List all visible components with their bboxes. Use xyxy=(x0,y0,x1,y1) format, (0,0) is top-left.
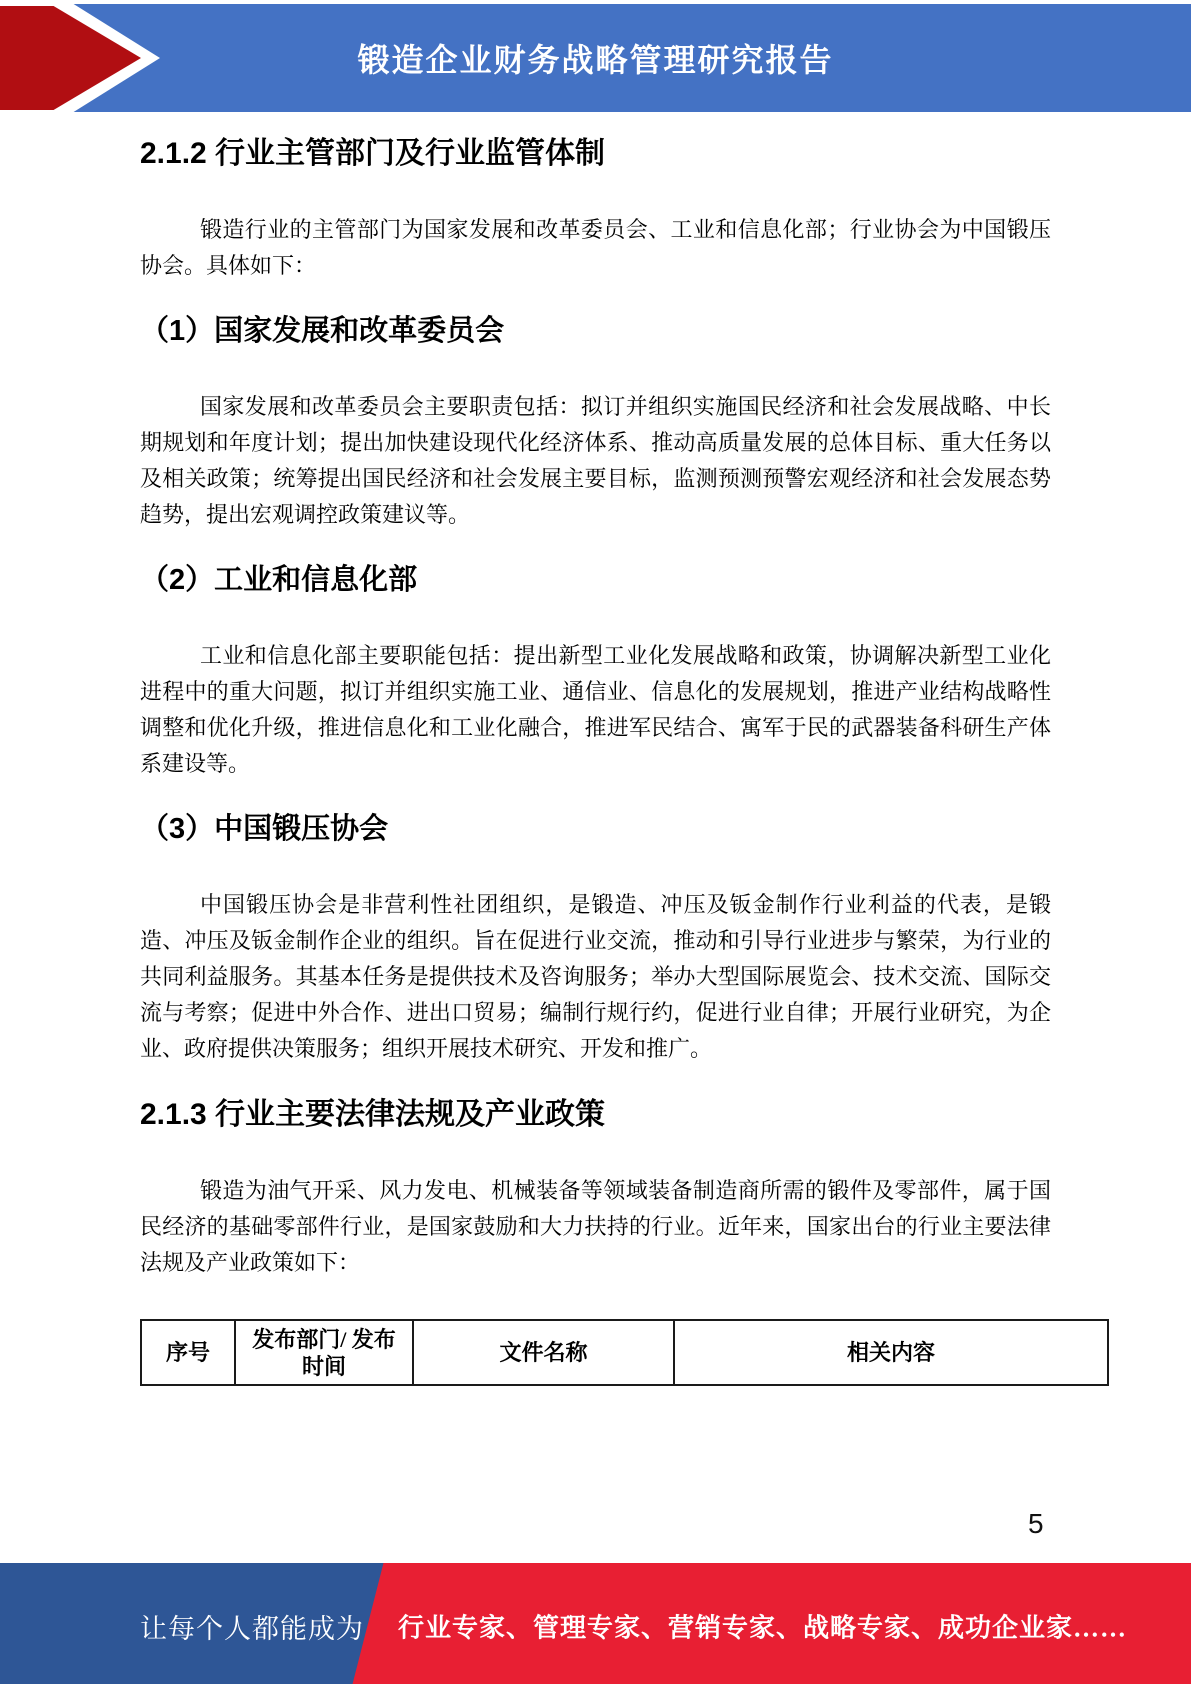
policy-table-header-row xyxy=(141,1320,1108,1385)
subsection-heading-2: （2）工业和信息化部 xyxy=(140,564,418,596)
chevron-arrow-icon xyxy=(0,4,170,112)
paragraph-section-2-1-3-intro: 锻造为油气开采、风力发电、机械装备等领域装备制造商所需的锻件及零部件，属于国民经济的基础零部件行业，是国家鼓励和大力扶持的行业。近年来，国家出台的行业主要法律法规及产业政策如下： xyxy=(140,1178,1051,1275)
paragraph-subsection-1: 国家发展和改革委员会主要职责包括：拟订并组织实施国民经济和社会发展战略、中长期规划和年度计划；提出加快建设现代化经济体系、推动高质量发展的总体目标、重大任务以及相关政策；统筹提出国民经济和社会发展主要目标，监测预测预警宏观经济和社会发展态势趋势，提出宏观调控政策建议等。 xyxy=(140,394,1051,527)
paragraph-section-2-1-2-intro: 锻造行业的主管部门为国家发展和改革委员会、工业和信息化部；行业协会为中国锻压协会。具体如下： xyxy=(140,217,1051,278)
policy-table xyxy=(140,1319,1109,1386)
subsection-heading-3: （3）中国锻压协会 xyxy=(140,813,389,845)
paragraph-subsection-3: 中国锻压协会是非营利性社团组织，是锻造、冲压及钣金制作行业利益的代表，是锻造、冲压及钣金制作企业的组织。旨在促进行业交流，推动和引导行业进步与繁荣，为行业的共同利益服务。其基本任务是提供技术及咨询服务；举办大型国际展览会、技术交流、国际交流与考察；促进中外合作、进出口贸易；编制行规行约，促进行业自律；开展行业研究，为企业、政府提供决策服务；组织开展技术研究、开发和推广。 xyxy=(140,892,1051,1061)
footer-slogan-right: 行业专家、管理专家、营销专家、战略专家、成功企业家…… xyxy=(398,1613,1128,1643)
document-content xyxy=(0,112,1191,1386)
report-title: 锻造企业财务战略管理研究报告 xyxy=(357,42,834,78)
section-heading-2-1-3: 2.1.3 行业主要法律法规及产业政策 xyxy=(140,1098,606,1131)
section-heading-2-1-2: 2.1.2 行业主管部门及行业监管体制 xyxy=(140,137,606,170)
page-header-banner xyxy=(0,4,1191,112)
column-header-index: 序号 xyxy=(141,1320,235,1385)
paragraph-subsection-2: 工业和信息化部主要职能包括：提出新型工业化发展战略和政策，协调解决新型工业化进程中的重大问题，拟订并组织实施工业、通信业、信息化的发展规划，推进产业结构战略性调整和优化升级，推进信息化和工业化融合，推进军民结合、寓军于民的武器装备科研生产体系建设等。 xyxy=(140,643,1051,776)
subsection-heading-1: （1）国家发展和改革委员会 xyxy=(140,315,505,347)
page-footer xyxy=(0,1563,1191,1684)
chevron-arrow-fill xyxy=(0,6,141,110)
page-number: 5 xyxy=(1028,1508,1044,1539)
column-header-related-content: 相关内容 xyxy=(674,1320,1108,1385)
table-row xyxy=(141,1320,1108,1385)
footer-slogan-left: 让每个人都能成为 xyxy=(140,1613,364,1644)
column-header-file-name: 文件名称 xyxy=(413,1320,674,1385)
column-header-dept-time: 发布部门/ 发布时间 xyxy=(235,1320,413,1385)
